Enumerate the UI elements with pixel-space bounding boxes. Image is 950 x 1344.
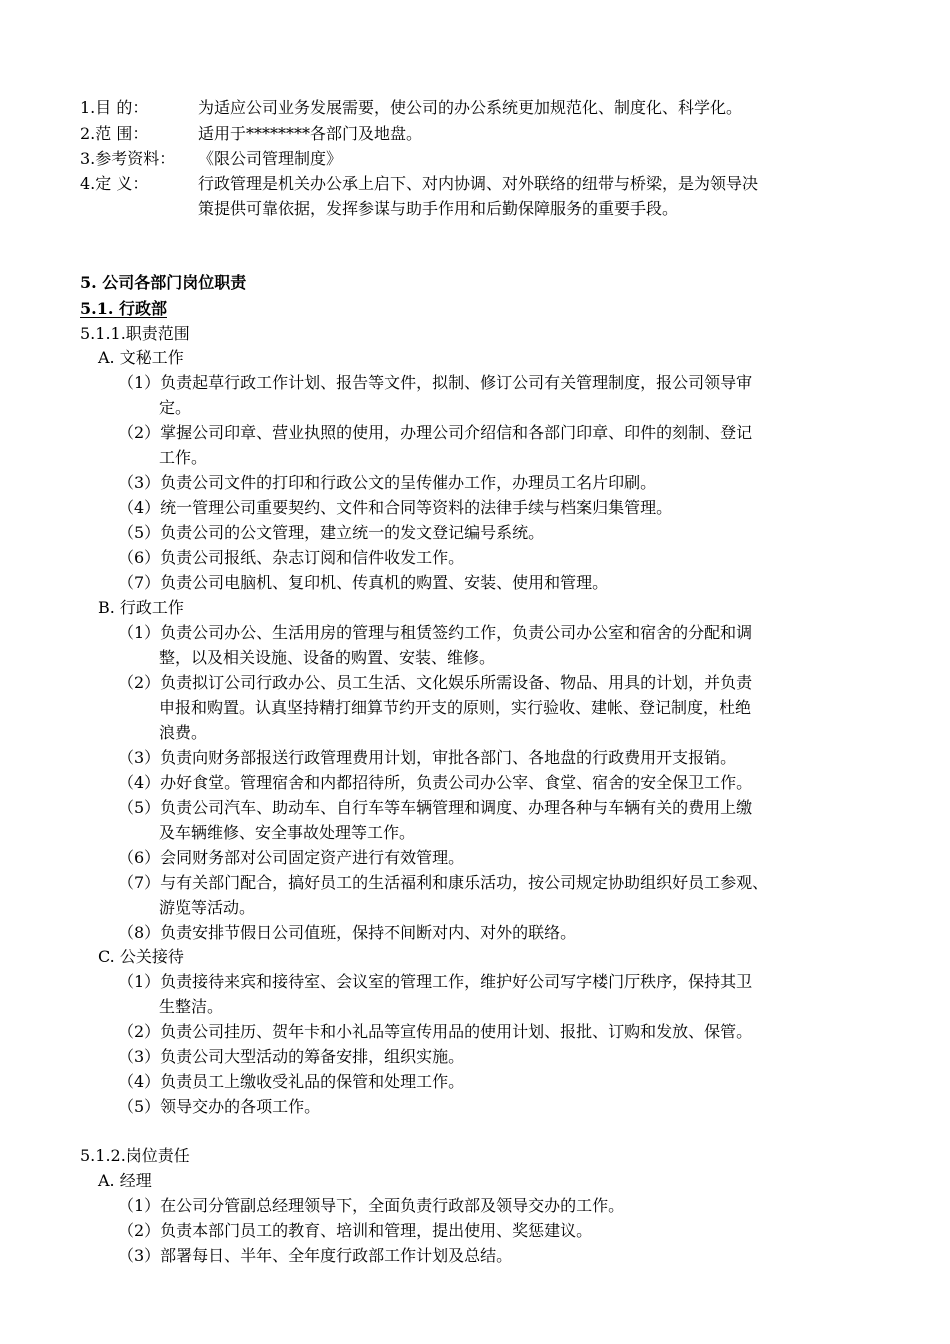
list-item-a2-cont: 工作。 (159, 448, 208, 467)
list-item-a2: （2）掌握公司印章、营业执照的使用，办理公司介绍信和各部门印章、印件的刻制、登记 (118, 423, 753, 442)
list-item-b8: （8）负责安排节假日公司值班，保持不间断对内、对外的联络。 (118, 923, 577, 942)
list-item-b2-cont-2: 浪费。 (159, 723, 208, 742)
intro-scope-text: 适用于********各部门及地盘。 (198, 124, 423, 143)
intro-scope (80, 123, 422, 148)
list-item-b6: （6）会同财务部对公司固定资产进行有效管理。 (118, 848, 465, 867)
intro-definition-text: 行政管理是机关办公承上启下、对内协调、对外联络的纽带与桥梁，是为领导决 (198, 174, 759, 193)
group-heading-b: B. 行政工作 (98, 598, 184, 617)
list-item-a6: （6）负责公司报纸、杂志订阅和信件收发工作。 (118, 548, 465, 567)
intro-definition (80, 173, 758, 198)
list-item-c3: （3）负责公司大型活动的筹备安排，组织实施。 (118, 1047, 465, 1066)
intro-purpose-text: 为适应公司业务发展需要，使公司的办公系统更加规范化、制度化、科学化。 (198, 98, 743, 117)
list-item-a5: （5）负责公司的公文管理，建立统一的发文登记编号系统。 (118, 523, 545, 542)
intro-definition-label: 4.定 义： (80, 174, 149, 193)
list-item-a4: （4）统一管理公司重要契约、文件和合同等资料的法律手续与档案归集管理。 (118, 498, 673, 517)
intro-definition-cont (198, 198, 678, 223)
list-item-c1: （1）负责接待来宾和接待室、会议室的管理工作，维护好公司写字楼门厅秩序，保持其卫 (118, 972, 753, 991)
section-title: 5. 公司各部门岗位职责 (80, 273, 247, 292)
intro-reference-text: 《限公司管理制度》 (198, 149, 343, 168)
list-item-a1: （1）负责起草行政工作计划、报告等文件，拟制、修订公司有关管理制度，报公司领导审 (118, 373, 753, 392)
list-item-d2: （2）负责本部门员工的教育、培训和管理，提出使用、奖惩建议。 (118, 1221, 593, 1240)
list-item-d1: （1）在公司分管副总经理领导下，全面负责行政部及领导交办的工作。 (118, 1196, 625, 1215)
list-item-c4: （4）负责员工上缴收受礼品的保管和处理工作。 (118, 1072, 465, 1091)
list-item-a7: （7）负责公司电脑机、复印机、传真机的购置、安装、使用和管理。 (118, 573, 609, 592)
list-item-b4: （4）办好食堂。管理宿舍和内都招待所，负责公司办公宰、食堂、宿舍的安全保卫工作。 (118, 773, 753, 792)
list-item-b5: （5）负责公司汽车、助动车、自行车等车辆管理和调度、办理各种与车辆有关的费用上缴 (118, 798, 753, 817)
list-item-b2: （2）负责拟订公司行政办公、员工生活、文化娱乐所需设备、物品、用具的计划，并负责 (118, 673, 753, 692)
intro-purpose-label: 1.目 的： (80, 98, 149, 117)
list-item-b7: （7）与有关部门配合，搞好员工的生活福利和康乐活功，按公司规定协助组织好员工参观、 (118, 873, 769, 892)
list-item-c5: （5）领导交办的各项工作。 (118, 1097, 321, 1116)
group-heading-manager: A. 经理 (98, 1171, 152, 1190)
intro-definition-text-2: 策提供可靠依据，发挥参谋与助手作用和后勤保障服务的重要手段。 (198, 199, 679, 218)
list-item-b1: （1）负责公司办公、生活用房的管理与租赁签约工作，负责公司办公室和宿舍的分配和调 (118, 623, 753, 642)
list-item-c1-cont: 生整洁。 (159, 997, 224, 1016)
list-item-b2-cont: 申报和购置。认真坚持精打细算节约开支的原则，实行验收、建帐、登记制度，杜绝 (159, 698, 752, 717)
intro-scope-label: 2.范 围： (80, 124, 149, 143)
list-item-b1-cont: 整，以及相关设施、设备的购置、安装、维修。 (159, 648, 496, 667)
group-heading-a: A. 文秘工作 (98, 348, 184, 367)
list-item-b3: （3）负责向财务部报送行政管理费用计划，审批各部门、各地盘的行政费用开支报销。 (118, 748, 737, 767)
intro-purpose (80, 97, 742, 122)
list-item-a3: （3）负责公司文件的打印和行政公文的呈传催办工作，办理员工名片印刷。 (118, 473, 657, 492)
list-item-b7-cont: 游览等活动。 (159, 898, 256, 917)
list-item-a1-cont: 定。 (159, 398, 192, 417)
subsubsection-title-duties: 5.1.1.职责范围 (80, 324, 190, 343)
list-item-c2: （2）负责公司挂历、贺年卡和小礼品等宣传用品的使用计划、报批、订购和发放、保管。 (118, 1022, 753, 1041)
intro-reference-label: 3.参考资料： (80, 149, 176, 168)
list-item-b5-cont: 及车辆维修、安全事故处理等工作。 (159, 823, 416, 842)
subsubsection-title-responsibility: 5.1.2.岗位责任 (80, 1146, 190, 1165)
group-heading-c: C. 公关接待 (98, 947, 184, 966)
subsection-title: 5.1. 行政部 (80, 299, 167, 318)
list-item-d3: （3）部署每日、半年、全年度行政部工作计划及总结。 (118, 1246, 513, 1265)
intro-reference (80, 148, 342, 173)
